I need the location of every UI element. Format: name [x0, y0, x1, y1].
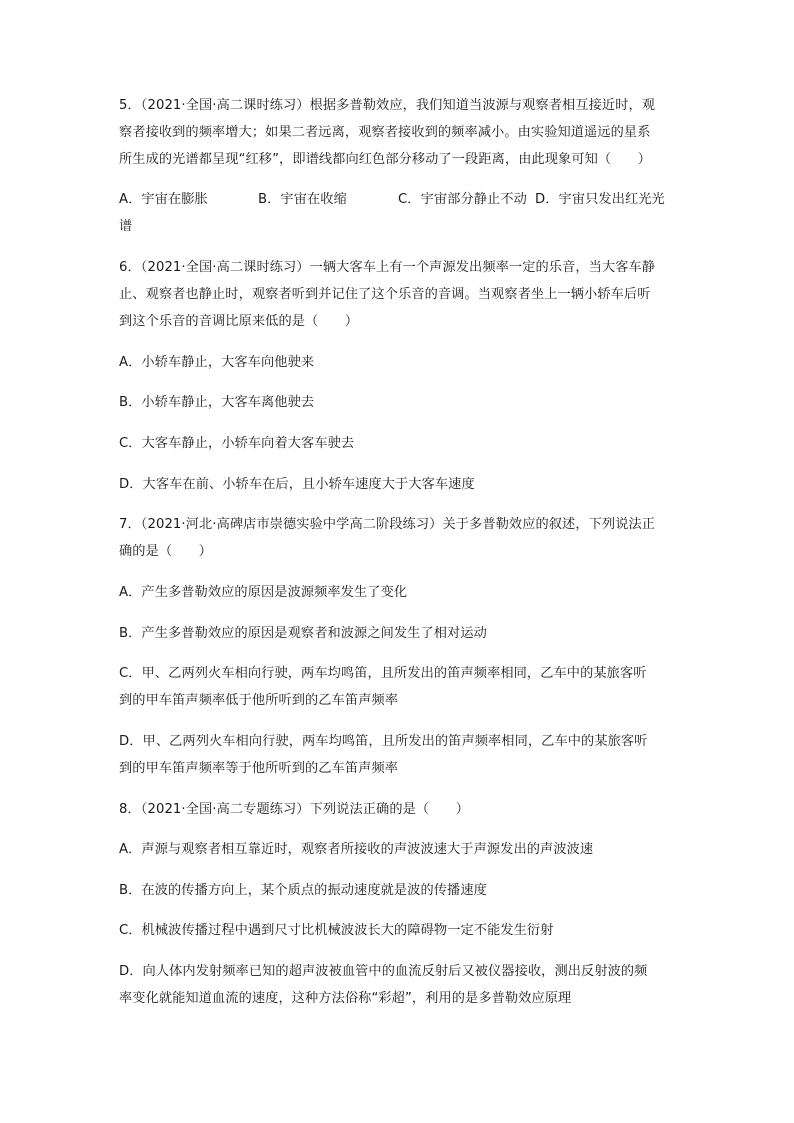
q7-option-a: A．产生多普勒效应的原因是波源频率发生了变化	[119, 585, 408, 600]
q5-option-a: A．宇宙在膨胀	[119, 192, 208, 207]
q6-option-d: D．大客车在前、小轿车在后，且小轿车速度大于大客车速度	[119, 477, 475, 492]
q8-option-d-line2: 率变化就能知道血流的速度，这种方法俗称“彩超”，利用的是多普勒效应原理	[119, 991, 572, 1006]
q5-stem-line3: 所生成的光谱都呈现“红移”，即谱线都向红色部分移动了一段距离，由此现象可知（ ）	[119, 152, 652, 167]
q6-option-a: A．小轿车静止，大客车向他驶来	[119, 355, 315, 370]
q5-option-d: D．宇宙只发出红光光	[535, 192, 665, 207]
q7-stem-line1: 7．（2021·河北·高碑店市崇德实验中学高二阶段练习）关于多普勒效应的叙述，下列说法正	[119, 517, 656, 532]
q5-option-d-cont: 谱	[119, 219, 133, 234]
q5-option-c: C．宇宙部分静止不动	[398, 192, 527, 207]
q5-stem-line1: 5．（2021·全国·高二课时练习）根据多普勒效应，我们知道当波源与观察者相互接近时，观	[119, 98, 656, 113]
q5-option-b: B．宇宙在收缩	[258, 192, 347, 207]
q7-option-b: B．产生多普勒效应的原因是观察者和波源之间发生了相对运动	[119, 626, 487, 641]
q6-stem-line1: 6．（2021·全国·高二课时练习）一辆大客车上有一个声源发出频率一定的乐音，当大客车静	[119, 260, 656, 275]
q8-option-b: B．在波的传播方向上，某个质点的振动速度就是波的传播速度	[119, 883, 487, 898]
q6-option-b: B．小轿车静止，大客车离他驶去	[119, 395, 315, 410]
q5-stem-line2: 察者接收到的频率增大；如果二者远离，观察者接收到的频率减小。由实验知道遥远的星系	[119, 125, 651, 140]
q6-stem-line3: 到这个乐音的音调比原来低的是（ ）	[119, 314, 359, 329]
q8-option-d-line1: D．向人体内发射频率已知的超声波被血管中的血流反射后又被仪器接收，测出反射波的频	[119, 964, 648, 979]
q7-stem-line2: 确的是（ ）	[119, 544, 213, 559]
q6-stem-line2: 止、观察者也静止时，观察者听到并记住了这个乐音的音调。当观察者坐上一辆小轿车后听	[119, 287, 651, 302]
q6-option-c: C．大客车静止，小轿车向着大客车驶去	[119, 436, 355, 451]
q7-option-d-line2: 到的甲车笛声频率等于他所听到的乙车笛声频率	[119, 761, 399, 776]
q7-option-d-line1: D．甲、乙两列火车相向行驶，两车均鸣笛，且所发出的笛声频率相同，乙车中的某旅客听	[119, 734, 648, 749]
q7-option-c-line2: 到的甲车笛声频率低于他所听到的乙车笛声频率	[119, 693, 399, 708]
q8-option-c: C．机械波传播过程中遇到尺寸比机械波波长大的障碍物一定不能发生衍射	[119, 923, 554, 938]
q8-option-a: A．声源与观察者相互靠近时，观察者所接收的声波波速大于声源发出的声波波速	[119, 842, 594, 857]
q7-option-c-line1: C．甲、乙两列火车相向行驶，两车均鸣笛，且所发出的笛声频率相同，乙车中的某旅客听	[119, 666, 647, 681]
q8-stem-line1: 8．（2021·全国·高二专题练习）下列说法正确的是（ ）	[119, 802, 470, 817]
